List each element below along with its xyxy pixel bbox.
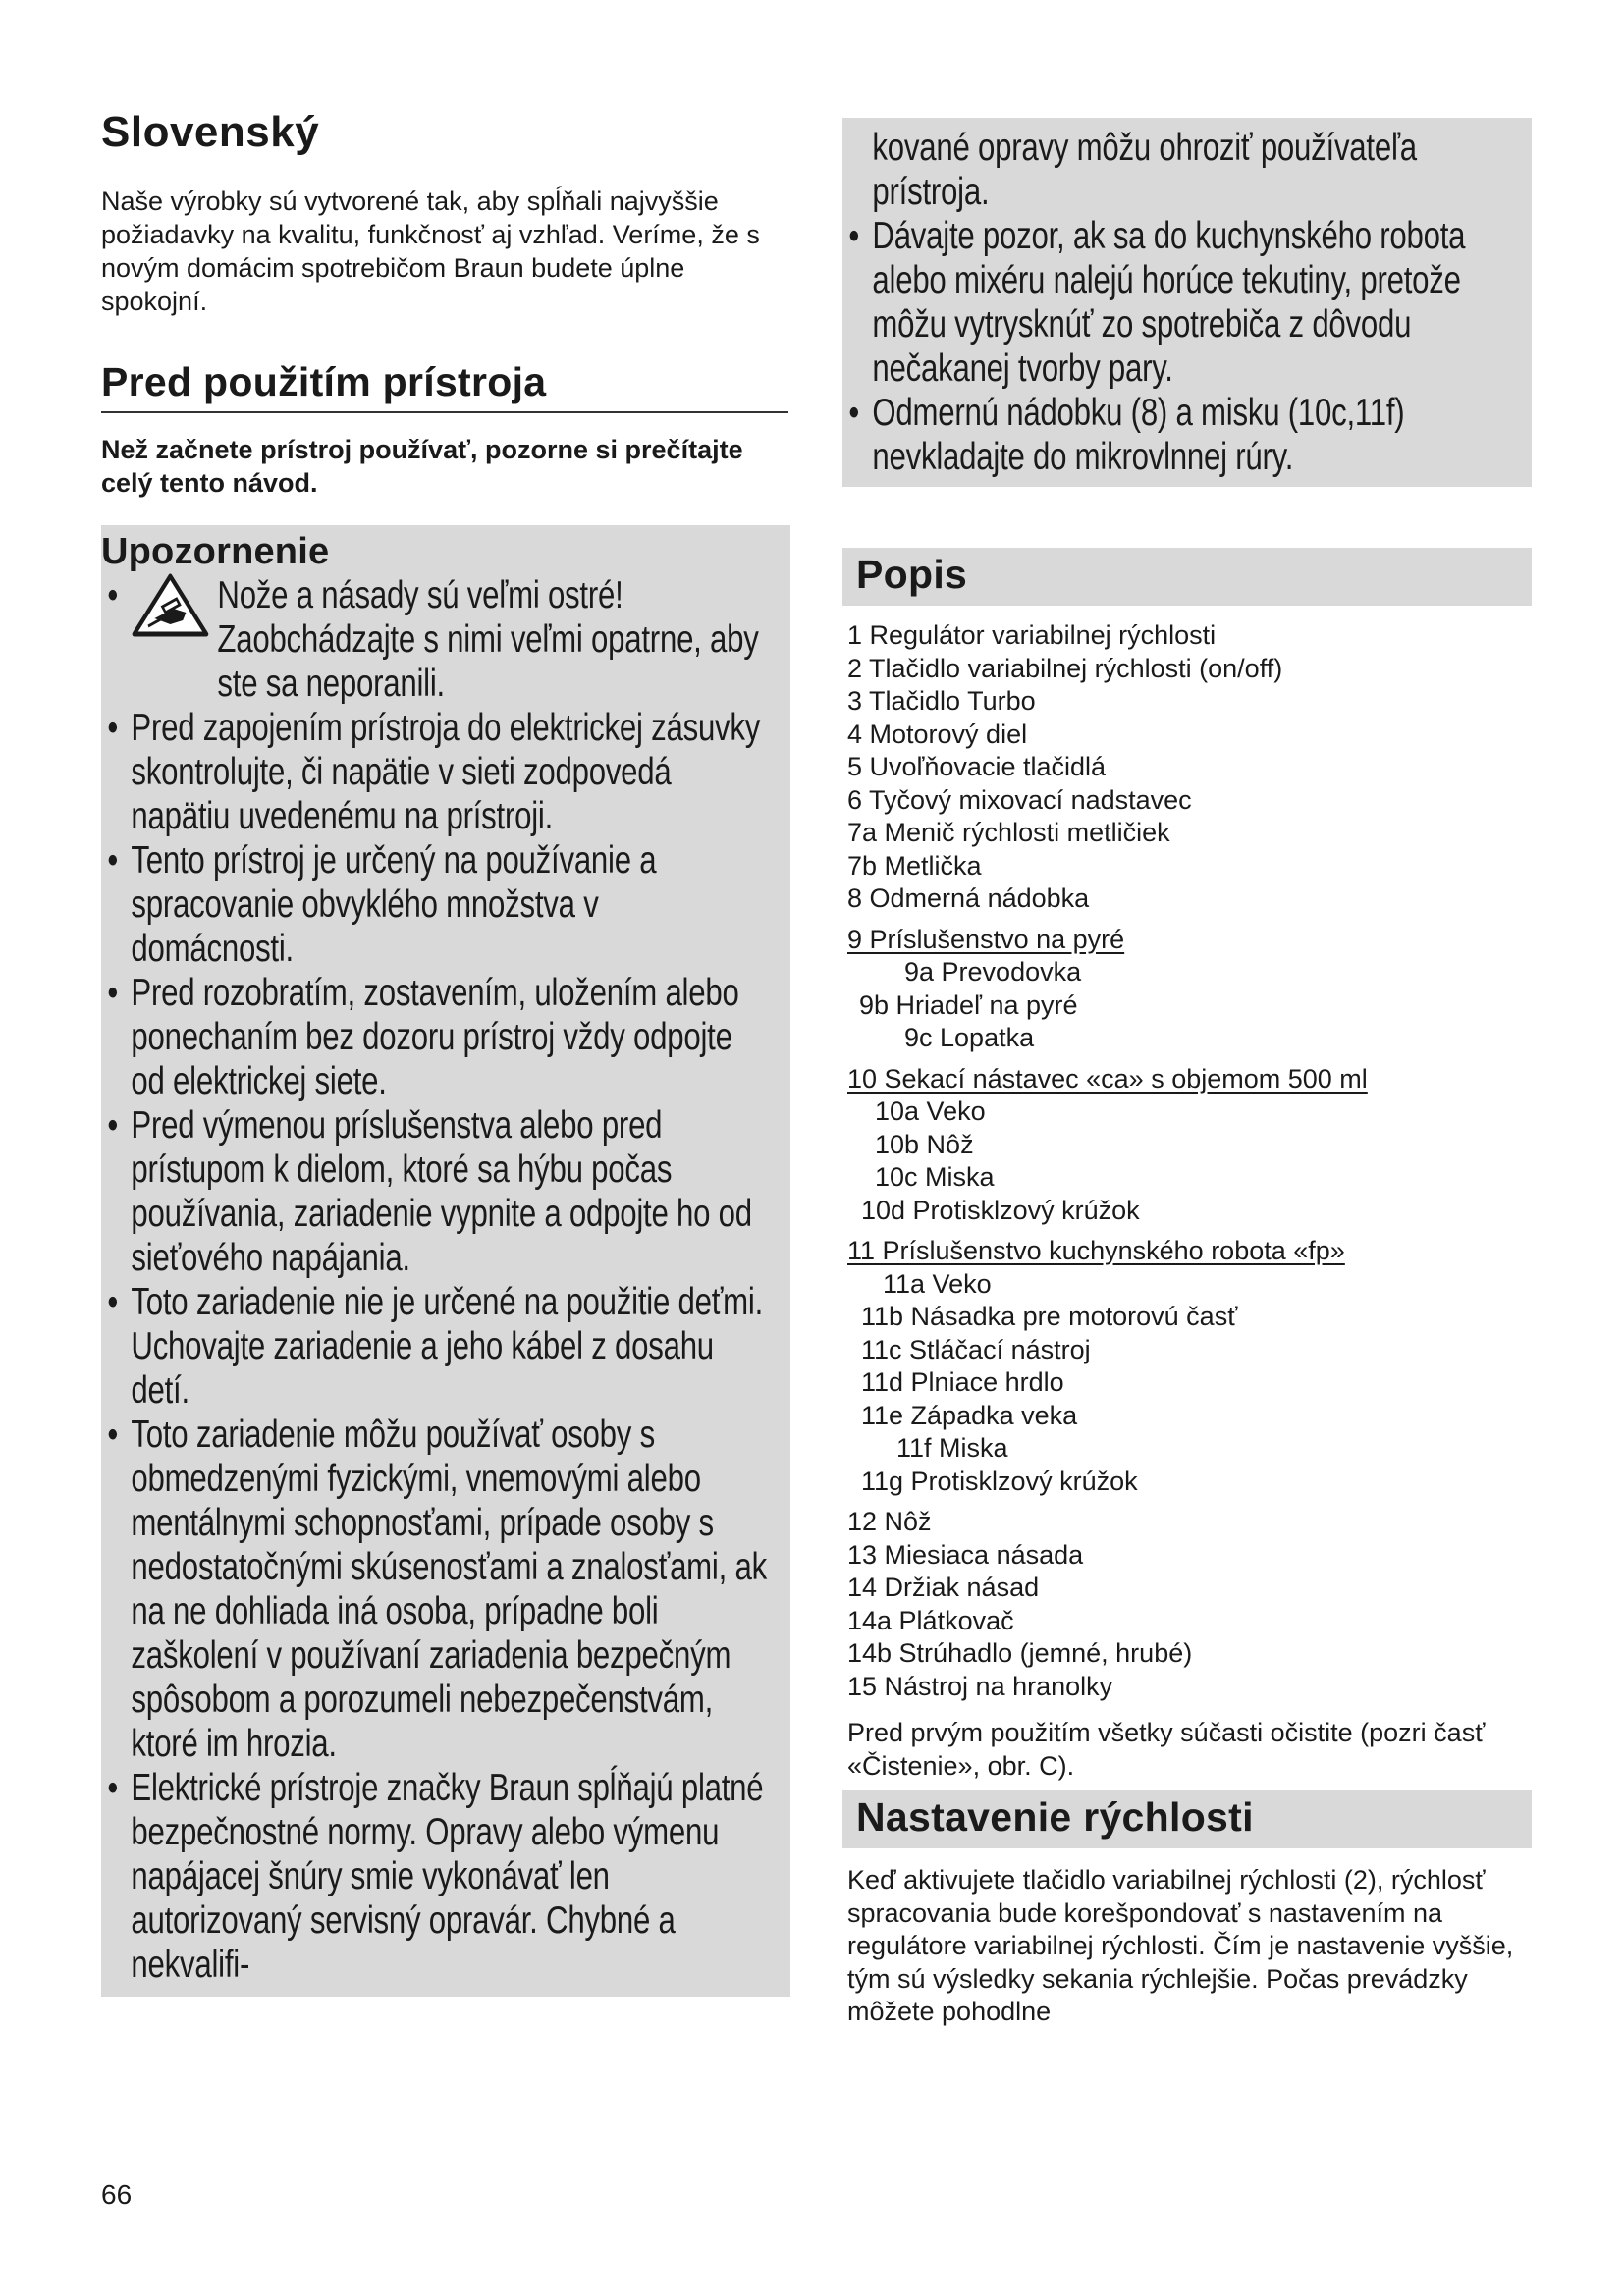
warning-item bbox=[101, 573, 769, 706]
warning-box-continued bbox=[842, 118, 1532, 487]
part-item: 8 Odmerná nádobka bbox=[847, 883, 1090, 913]
right-column bbox=[842, 118, 1532, 2029]
parts-list bbox=[847, 619, 1532, 1703]
part-item: 11a Veko bbox=[883, 1268, 992, 1299]
description-header bbox=[842, 548, 1532, 606]
part-item: 11b Násadka pre motorovú časť bbox=[861, 1302, 1238, 1331]
part-item: 13 Miesiaca násada bbox=[847, 1539, 1084, 1570]
part-item: 14b Strúhadlo (jemné, hrubé) bbox=[847, 1638, 1193, 1668]
warning-item: • Dávajte pozor, ak sa do kuchynského robota alebo mixéru nalejú horúce tekutiny, pretože môžu vytrysknúť zo spotrebiča z dôvodu nečakanej tvorby pary. bbox=[842, 214, 1526, 391]
warning-continuation: kované opravy môžu ohroziť používateľa prístroja. bbox=[872, 127, 1417, 213]
part-item: 9b Hriadeľ na pyré bbox=[859, 989, 1078, 1020]
speed-header bbox=[842, 1790, 1532, 1848]
part-item: 10a Veko bbox=[875, 1096, 986, 1126]
warning-item: • Elektrické prístroje značky Braun spĺňajú platné bezpečnostné normy. Opravy alebo výmenu napájacej šnúry smie vykonávať len autorizovaný servisný opravár. Chybné a nekvalifi- bbox=[101, 1766, 769, 1987]
part-item: 14a Plátkovač bbox=[847, 1605, 1014, 1635]
warning-box bbox=[101, 525, 790, 1997]
sharp-blade-warning-icon bbox=[131, 573, 209, 638]
intro-paragraph: Naše výrobky sú vytvorené tak, aby spĺňali najvyššie požiadavky na kvalitu, funkčnosť aj vzhľad. Veríme, že s novým domácim spotrebičom Braun budete úplne spokojní. bbox=[101, 187, 760, 316]
part-item: 14 Držiak násad bbox=[847, 1573, 1040, 1602]
part-item: 10d Protisklzový krúžok bbox=[861, 1195, 1140, 1225]
warning-list-continued bbox=[842, 126, 1526, 479]
warning-item: • Toto zariadenie môžu používať osoby s obmedzenými fyzickými, vnemovými alebo mentálnymi schopnosťami, prípade osoby s nedostatočnými skúsenosťami a znalosťami, ak na ne dohliada iná osoba, prípadne boli zaškolení v používaní zariadenia bezpečným spôsobom a porozumeli nebezpečenstvám, ktoré im hrozia. bbox=[101, 1413, 769, 1766]
warning-item: • Tento prístroj je určený na používanie a spracovanie obvyklého množstva v domácnosti. bbox=[101, 838, 769, 971]
read-manual-note: Než začnete prístroj používať, pozorne si prečítajte celý tento návod. bbox=[101, 435, 743, 498]
speed-paragraph: Keď aktivujete tlačidlo variabilnej rýchlosti (2), rýchlosť spracovania bude korešpondovať s nastavením na regulátore variabilnej rýchlosti. Čím je nastavenie vyššie, tým sú výsledky sekania rýchlejšie. Počas prevádzky môžete pohodlne bbox=[847, 1865, 1514, 2026]
part-item: 15 Nástroj na hranolky bbox=[847, 1671, 1113, 1701]
warning-item: • Pred zapojením prístroja do elektrickej zásuvky skontrolujte, či napätie v sieti zodpovedá napätiu uvedenému na prístroji. bbox=[101, 706, 769, 838]
part-item: 7a Menič rýchlosti metličiek bbox=[847, 818, 1170, 847]
cleaning-note: Pred prvým použitím všetky súčasti očistite (pozri časť «Čistenie», obr. C). bbox=[847, 1718, 1486, 1781]
part-item: 12 Nôž bbox=[847, 1507, 932, 1536]
part-item: 11g Protisklzový krúžok bbox=[861, 1466, 1138, 1496]
part-item: 9c Lopatka bbox=[904, 1023, 1035, 1052]
left-column bbox=[101, 108, 788, 1997]
section-title-before-use: Pred použitím prístroja bbox=[101, 359, 788, 413]
warning-item: • Odmernú nádobku (8) a misku (10c,11f) nevkladajte do mikrovlnnej rúry. bbox=[842, 391, 1526, 479]
warning-item: • Pred rozobratím, zostavením, uložením alebo ponechaním bez dozoru prístroj vždy odpojte od elektrickej siete. bbox=[101, 971, 769, 1103]
warning-item: • Pred výmenou príslušenstva alebo pred prístupom k dielom, ktoré sa hýbu počas používania, zariadenie vypnite a odpojte ho od sieťového napájania. bbox=[101, 1103, 769, 1280]
part-group-heading: 10 Sekací nástavec «ca» s objemom 500 ml bbox=[847, 1063, 1368, 1094]
part-item: 11e Západka veka bbox=[861, 1400, 1078, 1430]
part-item: 1 Regulátor variabilnej rýchlosti bbox=[847, 620, 1217, 650]
part-item: 4 Motorový diel bbox=[847, 719, 1028, 749]
part-item: 6 Tyčový mixovací nadstavec bbox=[847, 784, 1192, 815]
part-item: 5 Uvoľňovacie tlačidlá bbox=[847, 752, 1107, 781]
warning-item-text: • Nože a násady sú veľmi ostré! Zaobchádzajte s nimi veľmi opatrne, aby ste sa neporanili. bbox=[217, 574, 759, 705]
part-group-heading: 11 Príslušenstvo kuchynského robota «fp» bbox=[847, 1236, 1345, 1265]
speed-title: Nastavenie rýchlosti bbox=[856, 1794, 1254, 1840]
part-item: 11c Stláčací nástroj bbox=[861, 1334, 1091, 1364]
part-item: 10b Nôž bbox=[875, 1129, 974, 1159]
part-item: 9a Prevodovka bbox=[904, 957, 1082, 987]
language-title: Slovenský bbox=[101, 108, 320, 156]
part-item: 7b Metlička bbox=[847, 850, 982, 881]
warning-list bbox=[101, 573, 769, 1987]
part-item: 2 Tlačidlo variabilnej rýchlosti (on/off) bbox=[847, 653, 1283, 683]
part-item: 11d Plniace hrdlo bbox=[861, 1367, 1064, 1397]
part-item: 11f Miska bbox=[896, 1433, 1008, 1463]
warning-title: Upozornenie bbox=[101, 531, 330, 572]
part-item: 10c Miska bbox=[875, 1162, 995, 1192]
part-group-heading: 9 Príslušenstvo na pyré bbox=[847, 924, 1125, 954]
warning-item: • Toto zariadenie nie je určené na použitie deťmi. Uchovajte zariadenie a jeho kábel z dosahu detí. bbox=[101, 1280, 769, 1413]
page-number: 66 bbox=[101, 2179, 133, 2210]
part-item: 3 Tlačidlo Turbo bbox=[847, 686, 1036, 716]
description-title: Popis bbox=[856, 552, 968, 597]
